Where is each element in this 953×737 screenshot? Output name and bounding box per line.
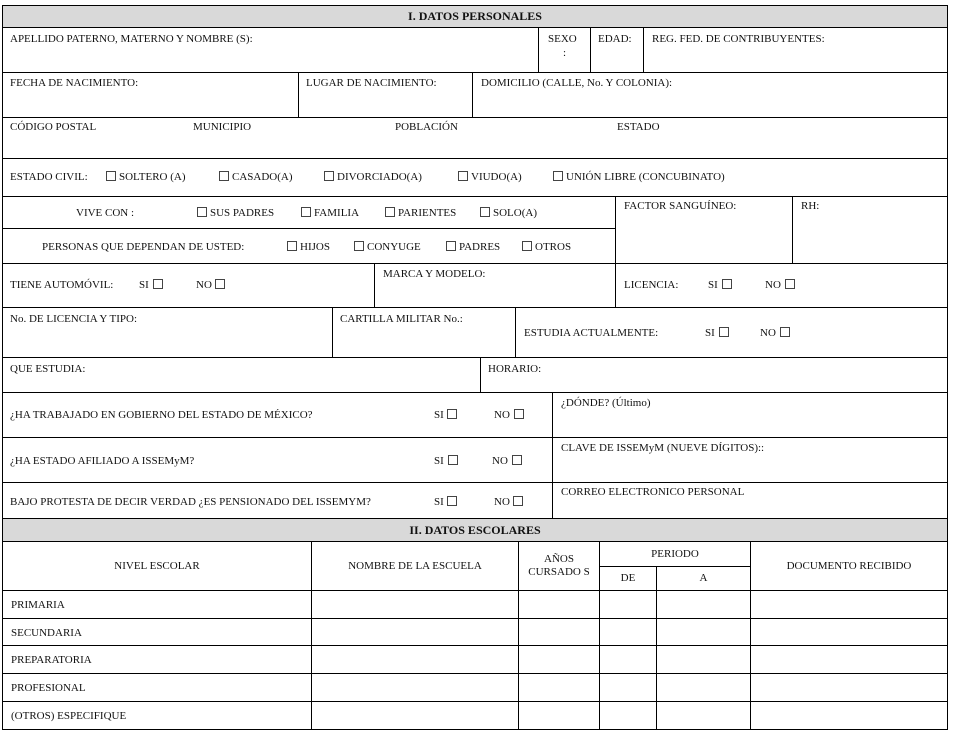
school-row-label-cell xyxy=(2,590,312,619)
school-level-label: PROFESIONAL xyxy=(11,682,86,694)
school-row-label-cell xyxy=(2,645,312,674)
school-row-input-cell[interactable] xyxy=(311,701,519,730)
label-estudia: ESTUDIA ACTUALMENTE: xyxy=(524,327,659,339)
section-title: II. DATOS ESCOLARES xyxy=(409,522,541,537)
label-licencia: LICENCIA: xyxy=(624,279,679,291)
checkbox-padres[interactable] xyxy=(446,241,456,251)
label-no: NO xyxy=(765,279,781,291)
field-ubicacion[interactable] xyxy=(2,117,948,159)
option-casado: CASADO(A) xyxy=(232,171,293,183)
field-horario[interactable] xyxy=(480,357,948,393)
school-row-input-cell[interactable] xyxy=(750,673,948,702)
label-lugar-nacimiento: LUGAR DE NACIMIENTO: xyxy=(306,77,437,89)
option-sus-padres: SUS PADRES xyxy=(210,207,275,219)
school-row-input-cell[interactable] xyxy=(599,701,657,730)
label-cartilla: CARTILLA MILITAR No.: xyxy=(340,313,463,325)
label-edad: EDAD: xyxy=(598,33,632,45)
label-vive-con: VIVE CON : xyxy=(76,207,135,219)
school-row-label-cell xyxy=(2,673,312,702)
label-no: NO xyxy=(492,455,508,467)
header-a: A xyxy=(699,572,708,584)
label-no: NO xyxy=(494,496,510,508)
checkbox-familia[interactable] xyxy=(301,207,311,217)
label-cp: CÓDIGO POSTAL xyxy=(10,121,97,133)
checkbox-pensionado-si[interactable] xyxy=(447,496,457,506)
label-si: SI xyxy=(434,496,444,508)
checkbox-divorciado[interactable] xyxy=(324,171,334,181)
checkbox-afiliado-si[interactable] xyxy=(448,455,458,465)
option-otros: OTROS xyxy=(535,241,572,253)
checkbox-automovil-no[interactable] xyxy=(215,279,225,289)
option-solo: SOLO(A) xyxy=(493,207,537,219)
checkbox-union-libre[interactable] xyxy=(553,171,563,181)
checkbox-automovil-si[interactable] xyxy=(153,279,163,289)
checkbox-gobierno-no[interactable] xyxy=(514,409,524,419)
label-rfc: REG. FED. DE CONTRIBUYENTES: xyxy=(652,33,825,45)
label-si: SI xyxy=(139,279,149,291)
header-de: DE xyxy=(620,572,636,584)
label-no: NO xyxy=(760,327,776,339)
label-apellido: APELLIDO PATERNO, MATERNO Y NOMBRE (S): xyxy=(10,33,253,45)
header-nivel: NIVEL ESCOLAR xyxy=(114,559,200,572)
label-pensionado: BAJO PROTESTA DE DECIR VERDAD ¿ES PENSIONADO DEL ISSEMYM? xyxy=(10,496,371,508)
header-periodo: PERIODO xyxy=(651,547,699,560)
label-domicilio: DOMICILIO (CALLE, No. Y COLONIA): xyxy=(481,77,673,89)
checkbox-viudo[interactable] xyxy=(458,171,468,181)
label-no: NO xyxy=(494,409,510,421)
col-periodo xyxy=(599,541,751,567)
school-row-input-cell[interactable] xyxy=(518,590,600,619)
section-escolares-header xyxy=(2,518,948,542)
school-row-label-cell xyxy=(2,701,312,730)
school-row-input-cell[interactable] xyxy=(750,645,948,674)
label-afiliado: ¿HA ESTADO AFILIADO A ISSEMyM? xyxy=(10,455,195,467)
label-que-estudia: QUE ESTUDIA: xyxy=(10,363,86,375)
school-row-input-cell[interactable] xyxy=(750,618,948,646)
header-anos: AÑOS CURSADO S xyxy=(528,553,590,578)
checkbox-conyuge[interactable] xyxy=(354,241,364,251)
checkbox-gobierno-si[interactable] xyxy=(447,409,457,419)
label-si: SI xyxy=(705,327,715,339)
label-municipio: MUNICIPIO xyxy=(193,121,252,133)
school-level-label: (OTROS) ESPECIFIQUE xyxy=(11,710,127,722)
label-fecha-nacimiento: FECHA DE NACIMIENTO: xyxy=(10,77,139,89)
checkbox-pensionado-no[interactable] xyxy=(513,496,523,506)
school-row-input-cell[interactable] xyxy=(656,645,751,674)
col-documento xyxy=(750,541,948,591)
school-row-input-cell[interactable] xyxy=(656,673,751,702)
section-title: I. DATOS PERSONALES xyxy=(408,9,542,23)
school-row-input-cell[interactable] xyxy=(518,701,600,730)
checkbox-soltero[interactable] xyxy=(106,171,116,181)
option-hijos: HIJOS xyxy=(300,241,330,253)
label-automovil: TIENE AUTOMÓVIL: xyxy=(10,279,114,291)
label-gobierno: ¿HA TRABAJADO EN GOBIERNO DEL ESTADO DE MÉXICO? xyxy=(10,409,313,421)
school-row-input-cell[interactable] xyxy=(656,618,751,646)
option-viudo: VIUDO(A) xyxy=(471,171,522,183)
checkbox-sus-padres[interactable] xyxy=(197,207,207,217)
checkbox-otros[interactable] xyxy=(522,241,532,251)
school-row-input-cell[interactable] xyxy=(656,590,751,619)
col-periodo-a xyxy=(656,566,751,591)
option-soltero: SOLTERO (A) xyxy=(119,171,186,183)
school-row-input-cell[interactable] xyxy=(311,590,519,619)
school-row-input-cell[interactable] xyxy=(311,618,519,646)
school-level-label: SECUNDARIA xyxy=(11,627,82,639)
school-row-input-cell[interactable] xyxy=(518,673,600,702)
school-row-input-cell[interactable] xyxy=(311,673,519,702)
divider xyxy=(2,228,616,229)
header-escuela: NOMBRE DE LA ESCUELA xyxy=(348,559,482,572)
label-no: NO xyxy=(196,279,212,291)
school-row-input-cell[interactable] xyxy=(750,701,948,730)
label-donde: ¿DÓNDE? (Último) xyxy=(561,397,651,409)
option-parientes: PARIENTES xyxy=(398,207,457,219)
col-anos-cursados xyxy=(518,541,600,591)
label-sexo: SEXO xyxy=(548,33,577,45)
label-clave-issemym: CLAVE DE ISSEMyM (NUEVE DÍGITOS):: xyxy=(561,442,765,454)
col-nombre-escuela xyxy=(311,541,519,591)
checkbox-estudia-no[interactable] xyxy=(780,327,790,337)
option-padres: PADRES xyxy=(459,241,501,253)
label-rh: RH: xyxy=(801,200,820,212)
checkbox-solo[interactable] xyxy=(480,207,490,217)
label-si: SI xyxy=(434,455,444,467)
school-row-input-cell[interactable] xyxy=(599,673,657,702)
checkbox-afiliado-no[interactable] xyxy=(512,455,522,465)
school-row-input-cell[interactable] xyxy=(599,590,657,619)
checkbox-estudia-si[interactable] xyxy=(719,327,729,337)
label-si: SI xyxy=(708,279,718,291)
label-sexo-colon: : xyxy=(563,47,567,59)
option-union-libre: UNIÓN LIBRE (CONCUBINATO) xyxy=(566,171,725,183)
label-estado-civil: ESTADO CIVIL: xyxy=(10,171,88,183)
label-no-licencia: No. DE LICENCIA Y TIPO: xyxy=(10,313,138,325)
checkbox-casado[interactable] xyxy=(219,171,229,181)
section-personal-header xyxy=(2,5,948,28)
school-row-input-cell[interactable] xyxy=(518,645,600,674)
checkbox-licencia-no[interactable] xyxy=(785,279,795,289)
school-level-label: PREPARATORIA xyxy=(11,654,92,666)
col-periodo-de xyxy=(599,566,657,591)
school-row-label-cell xyxy=(2,618,312,646)
option-familia: FAMILIA xyxy=(314,207,360,219)
label-si: SI xyxy=(434,409,444,421)
label-factor-sanguineo: FACTOR SANGUÍNEO: xyxy=(624,200,737,212)
school-level-label: PRIMARIA xyxy=(11,599,65,611)
label-estado: ESTADO xyxy=(617,121,660,133)
col-nivel-escolar xyxy=(2,541,312,591)
school-row-input-cell[interactable] xyxy=(518,618,600,646)
school-row-input-cell[interactable] xyxy=(311,645,519,674)
option-conyuge: CONYUGE xyxy=(367,241,421,253)
option-divorciado: DIVORCIADO(A) xyxy=(337,171,422,183)
checkbox-parientes[interactable] xyxy=(385,207,395,217)
label-dependientes: PERSONAS QUE DEPENDAN DE USTED: xyxy=(42,241,245,253)
label-horario: HORARIO: xyxy=(488,363,542,375)
label-marca-modelo: MARCA Y MODELO: xyxy=(383,268,486,280)
school-row-input-cell[interactable] xyxy=(599,618,657,646)
school-row-input-cell[interactable] xyxy=(750,590,948,619)
label-correo: CORREO ELECTRONICO PERSONAL xyxy=(561,486,745,498)
checkbox-licencia-si[interactable] xyxy=(722,279,732,289)
label-poblacion: POBLACIÓN xyxy=(395,121,458,133)
header-documento: DOCUMENTO RECIBIDO xyxy=(786,559,912,572)
school-row-input-cell[interactable] xyxy=(599,645,657,674)
checkbox-hijos[interactable] xyxy=(287,241,297,251)
school-row-input-cell[interactable] xyxy=(656,701,751,730)
